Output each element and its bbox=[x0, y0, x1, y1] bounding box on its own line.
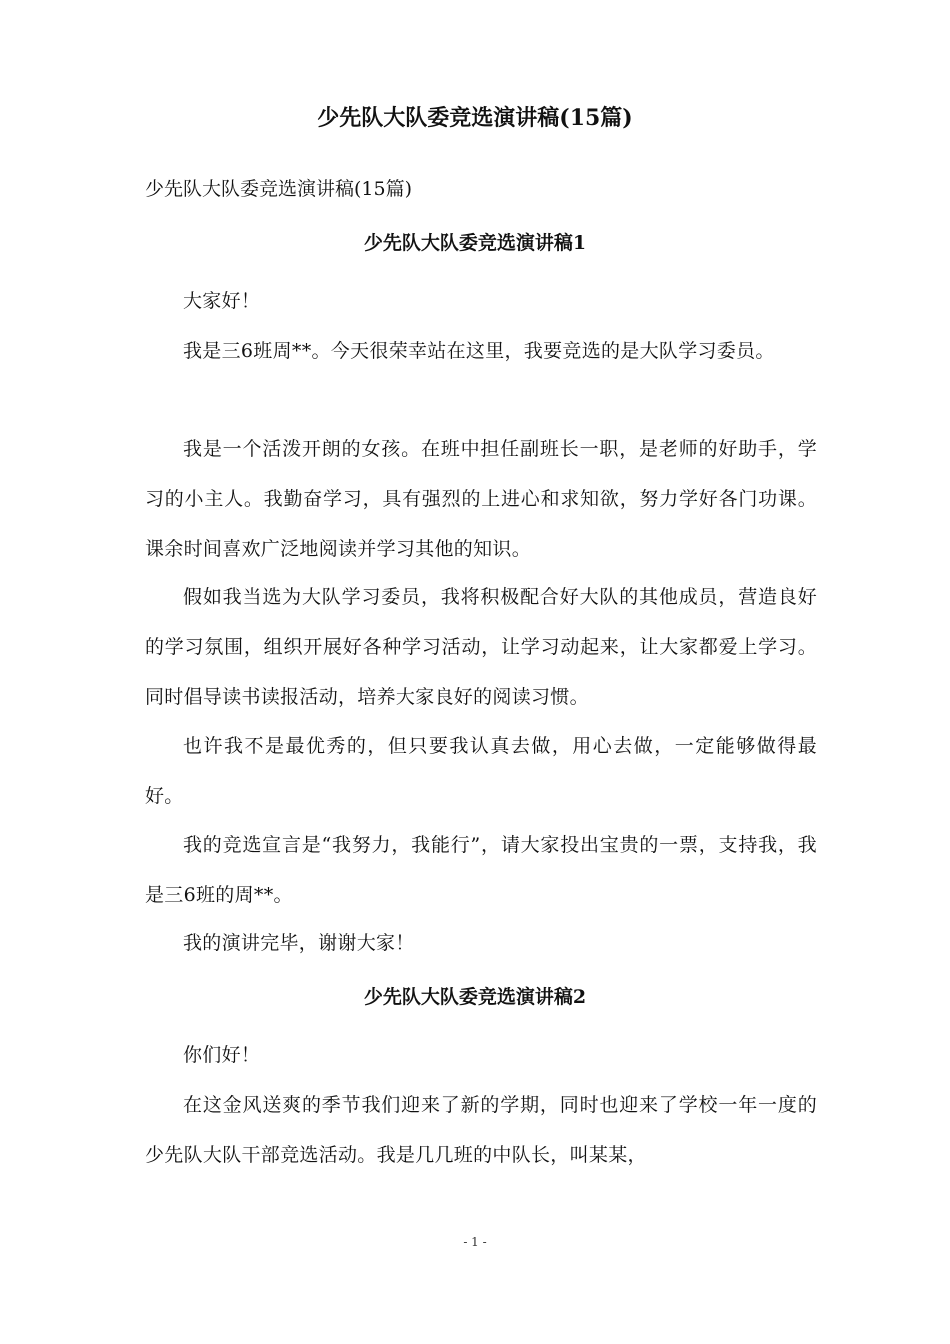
paragraph: 我是一个活泼开朗的女孩。在班中担任副班长一职，是老师的好助手，学习的小主人。我勤奋学习，具有强烈的上进心和求知欲，努力学好各门功课。课余时间喜欢广泛地阅读并学习其他的知识。 bbox=[145, 438, 817, 560]
document-subtitle: 少先队大队委竞选演讲稿(15篇) bbox=[145, 178, 413, 200]
paragraph: 也许我不是最优秀的，但只要我认真去做，用心去做，一定能够做得最好。 bbox=[145, 735, 817, 807]
paragraph: 假如我当选为大队学习委员，我将积极配合好大队的其他成员，营造良好的学习氛围，组织开展好各种学习活动，让学习动起来，让大家都爱上学习。同时倡导读书读报活动，培养大家良好的阅读习惯。 bbox=[145, 586, 817, 708]
paragraph: 我是三6班周**。今天很荣幸站在这里，我要竞选的是大队学习委员。 bbox=[183, 340, 775, 362]
section-heading-1: 少先队大队委竞选演讲稿1 bbox=[363, 232, 587, 254]
paragraph: 大家好！ bbox=[183, 290, 261, 312]
paragraph: 在这金风送爽的季节我们迎来了新的学期，同时也迎来了学校一年一度的少先队大队干部竞选活动。我是几几班的中队长，叫某某， bbox=[145, 1094, 817, 1166]
paragraph: 我的演讲完毕，谢谢大家！ bbox=[183, 932, 415, 954]
page-number: - 1 - bbox=[463, 1235, 487, 1249]
paragraph: 你们好！ bbox=[183, 1044, 261, 1066]
section-heading-2: 少先队大队委竞选演讲稿2 bbox=[363, 986, 587, 1008]
paragraph: 我的竞选宣言是“我努力，我能行”，请大家投出宝贵的一票，支持我，我是三6班的周**。 bbox=[145, 834, 817, 906]
document-title: 少先队大队委竞选演讲稿(15篇) bbox=[317, 105, 633, 131]
